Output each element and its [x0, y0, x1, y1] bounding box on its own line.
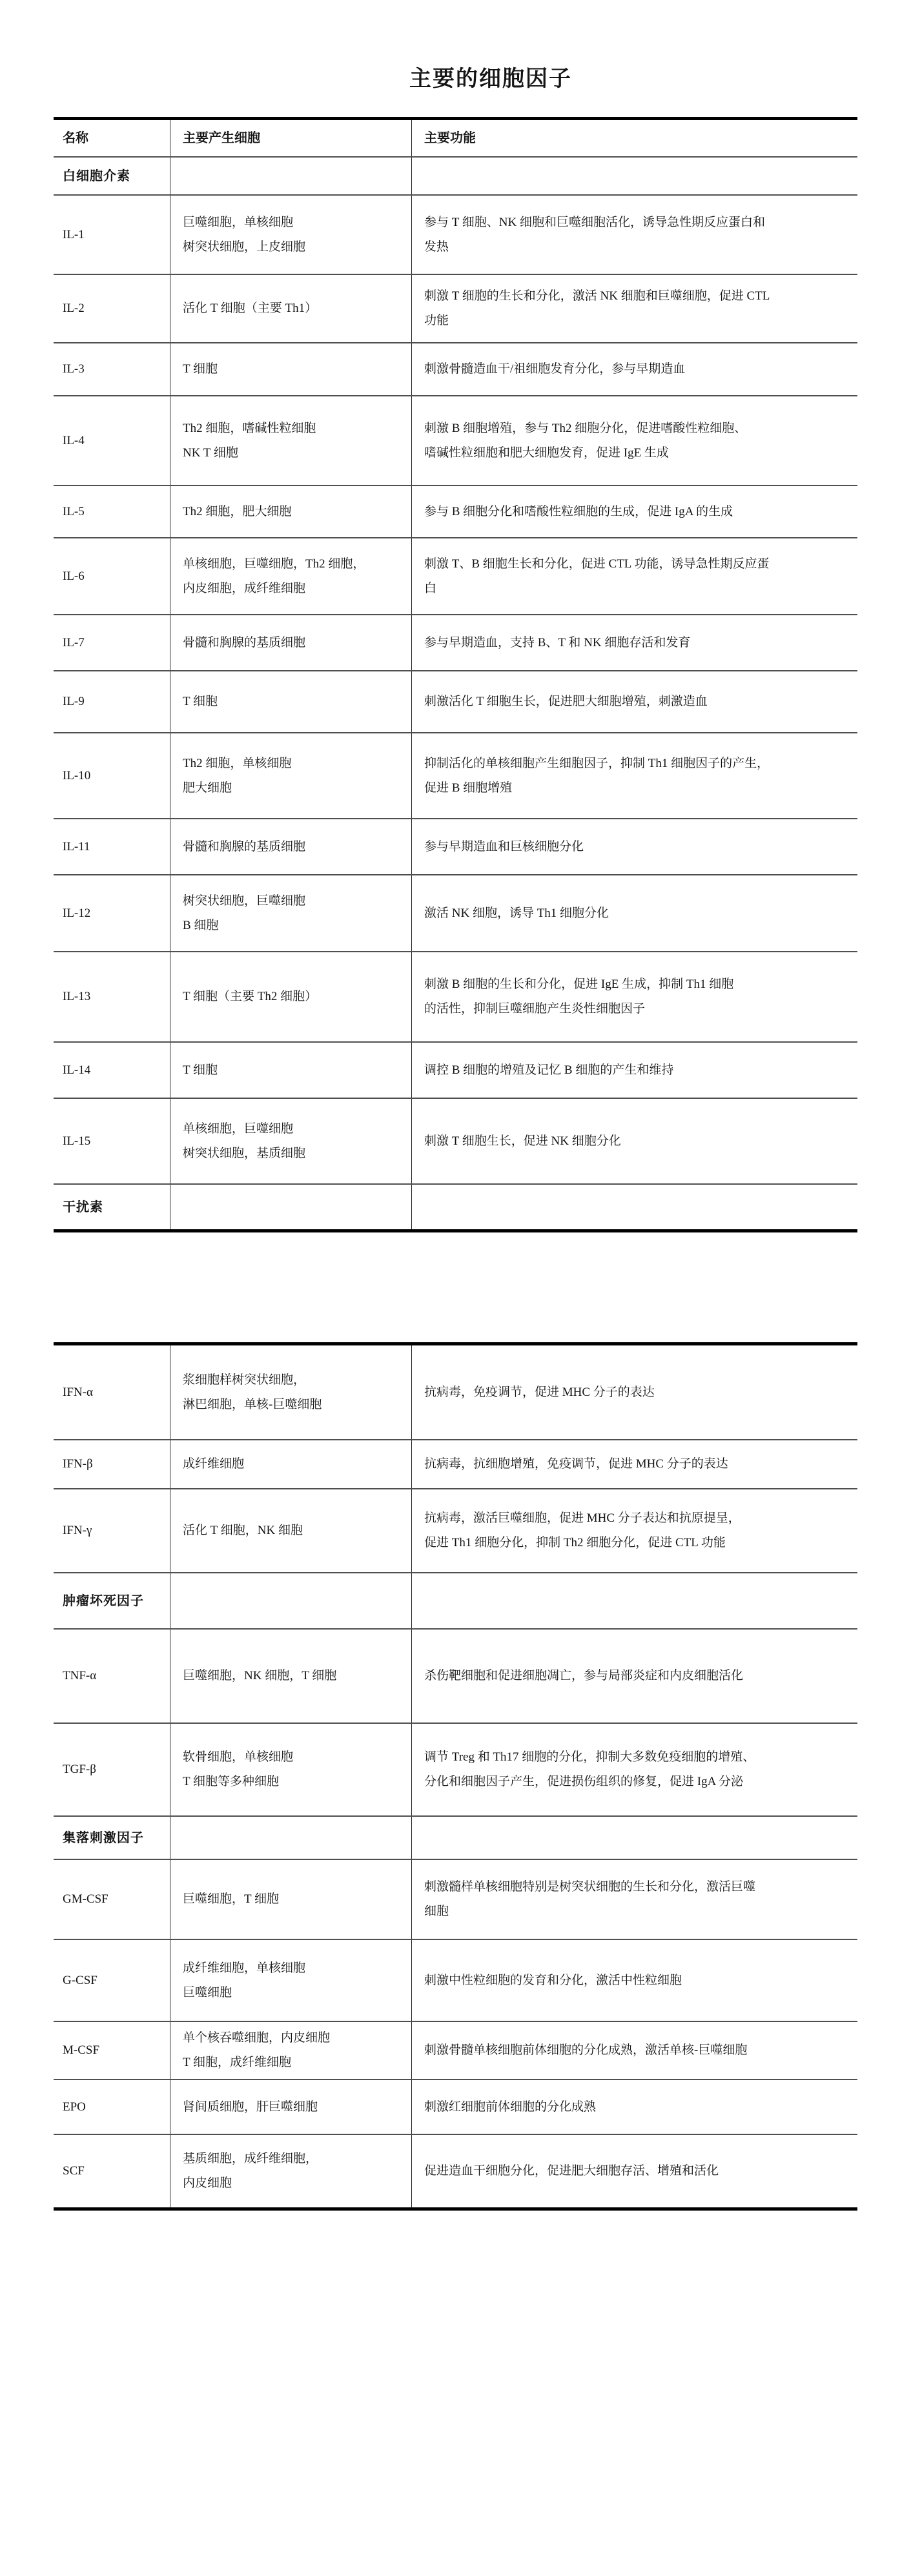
- row-name-cell: [54, 1185, 170, 1229]
- function-cell: [411, 1724, 857, 1815]
- cell-text-line: 干扰素: [63, 1200, 103, 1214]
- cell-text-line: IL-3: [63, 362, 85, 376]
- function-cell: [411, 343, 857, 395]
- table-row: [54, 1860, 857, 1940]
- cell-text-line: 分化和细胞因子产生，促进损伤组织的修复，促进 IgA 分泌: [424, 1775, 744, 1788]
- producer-cell: [170, 538, 411, 614]
- row-name-cell: [54, 158, 170, 194]
- function-cell: [411, 733, 857, 818]
- table-row: [54, 1440, 857, 1489]
- cell-text-line: 杀伤靶细胞和促进细胞凋亡，参与局部炎症和内皮细胞活化: [424, 1669, 744, 1682]
- function-cell: [411, 2080, 857, 2134]
- cell-text-line: 抗病毒，抗细胞增殖，免疫调节，促进 MHC 分子的表达: [424, 1457, 728, 1471]
- cell-text-line: 刺激 T、B 细胞生长和分化，促进 CTL 功能，诱导急性期反应蛋: [424, 557, 770, 571]
- table-row: [54, 1099, 857, 1185]
- cell-text-line: 浆细胞样树突状细胞，: [183, 1373, 306, 1387]
- table-row: [54, 2080, 857, 2135]
- cell-text-line: 调节 Treg 和 Th17 细胞的分化，抑制大多数免疫细胞的增殖、: [424, 1750, 755, 1764]
- row-name-cell: [54, 1724, 170, 1815]
- function-cell: [411, 1043, 857, 1098]
- cell-text-line: 刺激髓样单核细胞特别是树突状细胞的生长和分化，激活巨噬: [424, 1880, 756, 1894]
- row-name-cell: [54, 196, 170, 274]
- function-cell: [411, 615, 857, 670]
- cell-text-line: 内皮细胞: [183, 2176, 232, 2190]
- cell-text-line: IL-12: [63, 906, 91, 920]
- table-row: [54, 538, 857, 615]
- page-title: 主要的细胞因子: [409, 67, 572, 91]
- row-name-cell: [54, 1345, 170, 1439]
- cell-text-line: 刺激 B 细胞的生长和分化，促进 IgE 生成，抑制 Th1 细胞: [424, 977, 734, 991]
- producer-cell: [170, 158, 411, 194]
- cell-text-line: T 细胞: [183, 1063, 218, 1077]
- cell-text-line: 刺激中性粒细胞的发育和分化，激活中性粒细胞: [424, 1973, 682, 1987]
- cell-text-line: 刺激活化 T 细胞生长，促进肥大细胞增殖，刺激造血: [424, 695, 708, 708]
- row-name-cell: [54, 1043, 170, 1098]
- cell-text-line: 参与早期造血，支持 B、T 和 NK 细胞存活和发育: [424, 635, 691, 649]
- row-name-cell: [54, 1630, 170, 1722]
- function-cell: [411, 396, 857, 485]
- cell-text-line: IL-13: [63, 990, 91, 1003]
- producer-cell: [170, 1630, 411, 1722]
- cell-text-line: Th2 细胞，嗜碱性粒细胞: [183, 421, 316, 435]
- cell-text-line: 促进造血干细胞分化，促进肥大细胞存活、增殖和活化: [424, 2164, 719, 2178]
- cell-text-line: 成纤维细胞，单核细胞: [183, 1961, 306, 1975]
- function-cell: [411, 1573, 857, 1628]
- header-row: [54, 120, 857, 158]
- row-name-cell: [54, 1817, 170, 1859]
- function-cell: [411, 1345, 857, 1439]
- row-name-cell: [54, 1489, 170, 1572]
- cell-text-line: 成纤维细胞: [183, 1457, 245, 1471]
- cell-text-line: 肿瘤坏死因子: [63, 1593, 144, 1608]
- cell-text-line: T 细胞: [183, 362, 218, 376]
- table-row: [54, 196, 857, 275]
- producer-cell: [170, 819, 411, 874]
- cell-text-line: SCF: [63, 2164, 85, 2178]
- table-row: [54, 819, 857, 875]
- producer-cell: [170, 1724, 411, 1815]
- function-cell: [411, 2135, 857, 2207]
- cell-text-line: 肾间质细胞，肝巨噬细胞: [183, 2100, 318, 2114]
- function-cell: [411, 275, 857, 342]
- cell-text-line: IL-5: [63, 504, 85, 518]
- function-cell: [411, 1099, 857, 1183]
- table-row: [54, 1940, 857, 2022]
- table-row: [54, 486, 857, 538]
- producer-cell: [170, 1817, 411, 1859]
- producer-cell: [170, 1940, 411, 2021]
- cell-text-line: 白细胞介素: [63, 169, 130, 183]
- header-name-cell: [54, 120, 170, 156]
- producer-cell: [170, 615, 411, 670]
- cell-text-line: T 细胞，成纤维细胞: [183, 2056, 292, 2069]
- producer-cell: [170, 343, 411, 395]
- cell-text-line: 白: [424, 581, 437, 595]
- cell-text-line: IFN-α: [63, 1385, 93, 1399]
- row-name-cell: [54, 875, 170, 951]
- function-cell: [411, 1860, 857, 1939]
- cell-text-line: IL-9: [63, 695, 85, 708]
- cell-text-line: IL-4: [63, 433, 85, 447]
- table-part-1: [54, 117, 857, 1232]
- cell-text-line: G-CSF: [63, 1973, 97, 1987]
- cell-text-line: T 细胞: [183, 695, 218, 708]
- row-name-cell: [54, 671, 170, 732]
- cell-text-line: 巨噬细胞，NK 细胞，T 细胞: [183, 1669, 337, 1682]
- producer-cell: [170, 875, 411, 951]
- cell-text-line: 主要产生细胞: [183, 131, 260, 145]
- function-cell: [411, 1440, 857, 1488]
- cell-text-line: Th2 细胞，单核细胞: [183, 756, 292, 770]
- cell-text-line: 刺激 T 细胞的生长和分化，激活 NK 细胞和巨噬细胞，促进 CTL: [424, 289, 770, 303]
- table-row: [54, 671, 857, 733]
- cell-text-line: 嗜碱性粒细胞和肥大细胞发育，促进 IgE 生成: [424, 445, 669, 460]
- cell-text-line: 抗病毒，免疫调节，促进 MHC 分子的表达: [424, 1385, 655, 1399]
- cell-text-line: 促进 Th1 细胞分化，抑制 Th2 细胞分化，促进 CTL 功能: [424, 1536, 726, 1549]
- cell-text-line: 参与 B 细胞分化和嗜酸性粒细胞的生成，促进 IgA 的生成: [424, 504, 733, 518]
- table-row: [54, 396, 857, 486]
- cell-text-line: 单个核吞噬细胞，内皮细胞: [183, 2031, 331, 2045]
- cell-text-line: 巨噬细胞，T 细胞: [183, 1892, 280, 1906]
- row-name-cell: [54, 2135, 170, 2207]
- cell-text-line: 发热: [424, 240, 449, 254]
- producer-cell: [170, 671, 411, 732]
- cell-text-line: T 细胞（主要 Th2 细胞）: [183, 990, 318, 1003]
- cell-text-line: M-CSF: [63, 2043, 100, 2057]
- cell-text-line: NK T 细胞: [183, 445, 238, 460]
- cell-text-line: TGF-β: [63, 1763, 96, 1776]
- producer-cell: [170, 1489, 411, 1572]
- cell-text-line: 激活 NK 细胞，诱导 Th1 细胞分化: [424, 906, 609, 920]
- cell-text-line: 主要功能: [424, 131, 476, 145]
- function-cell: [411, 819, 857, 874]
- table-row: [54, 1489, 857, 1573]
- row-name-cell: [54, 538, 170, 614]
- cell-text-line: 参与 T 细胞、NK 细胞和巨噬细胞活化，诱导急性期反应蛋白和: [424, 215, 765, 229]
- row-name-cell: [54, 615, 170, 670]
- row-name-cell: [54, 275, 170, 342]
- cell-text-line: 刺激 B 细胞增殖，参与 Th2 细胞分化，促进嗜酸性粒细胞、: [424, 421, 747, 435]
- function-cell: [411, 875, 857, 951]
- cell-text-line: IL-1: [63, 227, 85, 241]
- producer-cell: [170, 196, 411, 274]
- table-part-2: [54, 1342, 857, 2211]
- cell-text-line: IL-7: [63, 635, 85, 649]
- producer-cell: [170, 1043, 411, 1098]
- cell-text-line: 巨噬细胞: [183, 1985, 232, 1999]
- function-cell: [411, 671, 857, 732]
- table-row: [54, 615, 857, 671]
- cell-text-line: 细胞: [424, 1905, 449, 1918]
- function-cell: [411, 1489, 857, 1572]
- cell-text-line: IL-15: [63, 1134, 91, 1148]
- table-row: [54, 1345, 857, 1440]
- producer-cell: [170, 1573, 411, 1628]
- producer-cell: [170, 952, 411, 1041]
- header-function-cell: [411, 120, 857, 156]
- cell-text-line: 软骨细胞，单核细胞: [183, 1750, 294, 1764]
- category-row: [54, 158, 857, 196]
- cell-text-line: 骨髓和胸腺的基质细胞: [183, 839, 306, 854]
- producer-cell: [170, 1440, 411, 1488]
- cell-text-line: B 细胞: [183, 918, 219, 932]
- cell-text-line: 树突状细胞，巨噬细胞: [183, 894, 306, 908]
- cell-text-line: 巨噬细胞，单核细胞: [183, 215, 294, 229]
- producer-cell: [170, 1185, 411, 1229]
- table-row: [54, 2135, 857, 2207]
- cell-text-line: 抗病毒，激活巨噬细胞，促进 MHC 分子表达和抗原提呈，: [424, 1511, 741, 1525]
- function-cell: [411, 486, 857, 537]
- row-name-cell: [54, 343, 170, 395]
- function-cell: [411, 1185, 857, 1229]
- cell-text-line: 树突状细胞，上皮细胞: [183, 240, 306, 254]
- table-row: [54, 952, 857, 1043]
- function-cell: [411, 1817, 857, 1859]
- function-cell: [411, 952, 857, 1041]
- table-row: [54, 875, 857, 952]
- table-row: [54, 1630, 857, 1724]
- producer-cell: [170, 2022, 411, 2079]
- function-cell: [411, 1940, 857, 2021]
- cell-text-line: 刺激红细胞前体细胞的分化成熟: [424, 2100, 597, 2114]
- cell-text-line: 活化 T 细胞（主要 Th1）: [183, 302, 318, 315]
- cell-text-line: 刺激骨髓单核细胞前体细胞的分化成熟，激活单核-巨噬细胞: [424, 2043, 748, 2057]
- cell-text-line: 肥大细胞: [183, 781, 232, 795]
- cell-text-line: 活化 T 细胞，NK 细胞: [183, 1524, 303, 1537]
- function-cell: [411, 196, 857, 274]
- row-name-cell: [54, 1573, 170, 1628]
- cell-text-line: 骨髓和胸腺的基质细胞: [183, 635, 306, 649]
- row-name-cell: [54, 952, 170, 1041]
- producer-cell: [170, 1099, 411, 1183]
- category-row: [54, 1573, 857, 1630]
- cell-text-line: 内皮细胞，成纤维细胞: [183, 581, 306, 595]
- row-name-cell: [54, 1099, 170, 1183]
- cell-text-line: GM-CSF: [63, 1892, 108, 1906]
- cell-text-line: IL-14: [63, 1063, 91, 1077]
- cell-text-line: 抑制活化的单核细胞产生细胞因子，抑制 Th1 细胞因子的产生，: [424, 756, 770, 770]
- row-name-cell: [54, 396, 170, 485]
- cell-text-line: 刺激 T 细胞生长，促进 NK 细胞分化: [424, 1134, 621, 1148]
- cell-text-line: EPO: [63, 2100, 86, 2114]
- cell-text-line: 单核细胞，巨噬细胞: [183, 1121, 294, 1136]
- producer-cell: [170, 396, 411, 485]
- row-name-cell: [54, 2022, 170, 2079]
- producer-cell: [170, 1345, 411, 1439]
- cell-text-line: 单核细胞，巨噬细胞，Th2 细胞，: [183, 557, 365, 571]
- function-cell: [411, 1630, 857, 1722]
- table-row: [54, 343, 857, 396]
- cell-text-line: IL-10: [63, 768, 91, 782]
- row-name-cell: [54, 2080, 170, 2134]
- cell-text-line: 调控 B 细胞的增殖及记忆 B 细胞的产生和维持: [424, 1063, 674, 1077]
- producer-cell: [170, 2080, 411, 2134]
- producer-cell: [170, 733, 411, 818]
- category-row: [54, 1817, 857, 1860]
- row-name-cell: [54, 1940, 170, 2021]
- cell-text-line: IL-2: [63, 302, 85, 315]
- cell-text-line: IFN-γ: [63, 1524, 92, 1537]
- function-cell: [411, 538, 857, 614]
- cell-text-line: IL-11: [63, 839, 90, 854]
- category-row: [54, 1185, 857, 1229]
- cell-text-line: 集落刺激因子: [63, 1830, 144, 1845]
- cell-text-line: 淋巴细胞，单核-巨噬细胞: [183, 1397, 322, 1411]
- row-name-cell: [54, 819, 170, 874]
- cell-text-line: Th2 细胞，肥大细胞: [183, 504, 292, 518]
- function-cell: [411, 158, 857, 194]
- producer-cell: [170, 1860, 411, 1939]
- table-row: [54, 2022, 857, 2080]
- row-name-cell: [54, 1860, 170, 1939]
- producer-cell: [170, 2135, 411, 2207]
- header-producer-cell: [170, 120, 411, 156]
- table-row: [54, 1724, 857, 1817]
- cell-text-line: TNF-α: [63, 1669, 97, 1682]
- cell-text-line: 的活性，抑制巨噬细胞产生炎性细胞因子: [424, 1002, 646, 1016]
- cell-text-line: 参与早期造血和巨核细胞分化: [424, 839, 584, 854]
- table-row: [54, 1043, 857, 1099]
- cell-text-line: 促进 B 细胞增殖: [424, 781, 513, 795]
- cell-text-line: 名称: [63, 131, 88, 145]
- table-row: [54, 275, 857, 343]
- cell-text-line: 树突状细胞，基质细胞: [183, 1146, 306, 1160]
- producer-cell: [170, 275, 411, 342]
- cell-text-line: 功能: [424, 314, 449, 327]
- cell-text-line: 刺激骨髓造血干/祖细胞发育分化，参与早期造血: [424, 362, 686, 376]
- table-row: [54, 733, 857, 819]
- row-name-cell: [54, 486, 170, 537]
- row-name-cell: [54, 733, 170, 818]
- cell-text-line: T 细胞等多种细胞: [183, 1775, 280, 1788]
- cell-text-line: IL-6: [63, 569, 85, 583]
- producer-cell: [170, 486, 411, 537]
- cell-text-line: 基质细胞，成纤维细胞，: [183, 2152, 318, 2165]
- function-cell: [411, 2022, 857, 2079]
- cell-text-line: IFN-β: [63, 1457, 93, 1471]
- row-name-cell: [54, 1440, 170, 1488]
